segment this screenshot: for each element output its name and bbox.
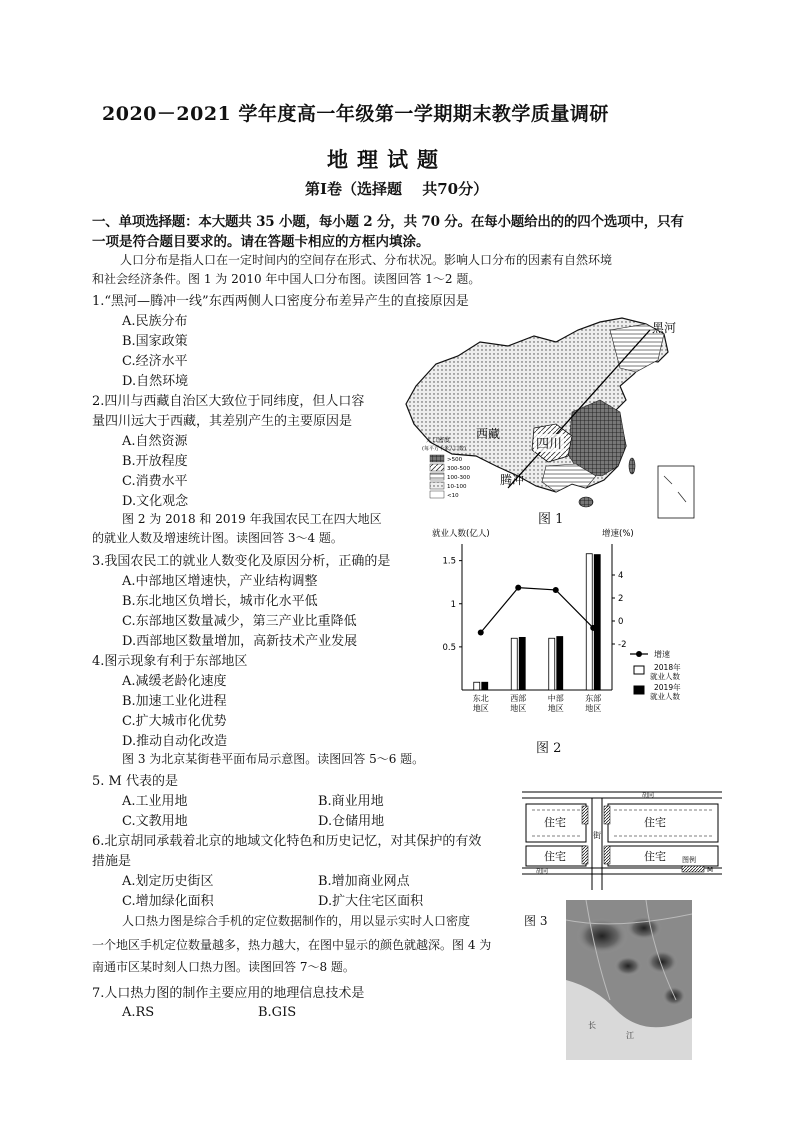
q3-option-b[interactable]: B.东北地区负增长，城市化水平低 xyxy=(122,594,318,609)
y-tick-label-right-1: 0 xyxy=(618,617,624,627)
growth-line xyxy=(481,588,594,633)
q4-option-d[interactable]: D.推动自动化改造 xyxy=(122,734,228,749)
q6-option-a[interactable]: A.划定历史街区 xyxy=(122,874,214,889)
bar-2018-1 xyxy=(511,638,517,690)
legend-item-4: <10 xyxy=(447,493,459,499)
legend-2019-swatch xyxy=(634,686,644,694)
heat-spot-2 xyxy=(626,916,662,940)
q6-stem-line1: 6.北京胡同承载着北京的地域文化特色和历史记忆，对其保护的有效 xyxy=(92,834,482,849)
q3-option-c[interactable]: C.东部地区数量减少，第三产业比重降低 xyxy=(122,614,357,629)
growth-point-0 xyxy=(478,630,484,636)
taiwan-island xyxy=(629,458,635,474)
bar-2018-2 xyxy=(549,638,555,690)
x-tick-label-0-b: 地区 xyxy=(472,704,489,713)
q3-option-a[interactable]: A.中部地区增速快，产业结构调整 xyxy=(122,574,318,589)
bar-2019-2 xyxy=(557,637,563,690)
intro3-line1: 图 3 为北京某街巷平面布局示意图。读图回答 5～6 题。 xyxy=(122,752,425,766)
label-river-chang: 长 xyxy=(588,1021,596,1030)
m-strip-1 xyxy=(582,806,588,824)
subject-title: 地理试题 xyxy=(327,147,447,172)
intro4-line2: 一个地区手机定位数量越多，热力越大，在图中显示的颜色就越深。图 4 为 xyxy=(92,938,492,952)
figure3-hutong-map xyxy=(522,784,722,890)
q2-option-c[interactable]: C.消费水平 xyxy=(122,474,188,489)
label-tengchong: 腾冲 xyxy=(500,473,525,487)
x-tick-label-3-b: 地区 xyxy=(585,704,602,713)
section1-line2: 一项是符合题目要求的。请在答题卡相应的方框内填涂。 xyxy=(92,234,430,250)
label-residence-2: 住宅 xyxy=(644,816,666,829)
y-tick-label-right-0: -2 xyxy=(618,640,627,650)
q1-option-b[interactable]: B.国家政策 xyxy=(122,334,188,349)
q6-option-d[interactable]: D.扩大住宅区面积 xyxy=(318,894,424,909)
q4-option-a[interactable]: A.减缓老龄化速度 xyxy=(122,674,227,689)
q3-stem: 3.我国农民工的就业人数变化及原因分析，正确的是 xyxy=(92,554,391,569)
q7-stem: 7.人口热力图的制作主要应用的地理信息技术是 xyxy=(92,986,365,1001)
legend-m: M xyxy=(707,866,714,874)
map-legend xyxy=(422,436,470,499)
intro2-line1: 图 2 为 2018 和 2019 年我国农民工在四大地区 xyxy=(122,512,382,526)
q4-option-b[interactable]: B.加速工业化进程 xyxy=(122,694,227,709)
hainan-island xyxy=(579,497,593,507)
q6-option-c[interactable]: C.增加绿化面积 xyxy=(122,894,214,909)
legend-item-3: 10-100 xyxy=(447,484,467,490)
q1-stem: 1.“黑河—腾冲一线”东西两侧人口密度分布差异产生的直接原因是 xyxy=(92,294,469,309)
label-jie: 街 xyxy=(593,831,601,840)
intro4-line1-end: 图 3 xyxy=(524,914,548,928)
q2-stem-line1: 2.四川与西藏自治区大致位于同纬度，但人口容 xyxy=(92,394,365,409)
legend-2018-label2: 就业人数 xyxy=(650,672,680,681)
x-tick-label-1-b: 地区 xyxy=(510,704,527,713)
q1-option-a[interactable]: A.民族分布 xyxy=(122,314,188,329)
section1-line1: 一、单项选择题：本大题共 35 小题，每小题 2 分，共 70 分。在每小题给出的的四个选项中，只有 xyxy=(92,214,684,230)
q5-option-c[interactable]: C.文教用地 xyxy=(122,814,188,829)
exam-title: 2020－2021 学年度高一年级第一学期期末教学质量调研 xyxy=(102,103,609,125)
y-tick-label-left-0: 0.5 xyxy=(442,642,456,653)
legend-item-2: 100-300 xyxy=(447,475,470,481)
q1-option-c[interactable]: C.经济水平 xyxy=(122,354,188,369)
intro1-line2: 和社会经济条件。图 1 为 2010 年中国人口分布图。读图回答 1～2 题。 xyxy=(92,272,481,286)
label-river-jiang: 江 xyxy=(626,1031,634,1040)
y-tick-label-left-1: 1 xyxy=(450,599,456,610)
figure1-population-map xyxy=(396,316,700,522)
y-tick-label-right-3: 4 xyxy=(618,571,624,581)
label-residence-4: 住宅 xyxy=(644,850,666,863)
label-hutong-top: 胡同 xyxy=(642,792,655,799)
label-heihe: 黑河 xyxy=(652,321,677,335)
label-hutong-bottom: 胡同 xyxy=(536,868,549,875)
legend-unit: (每平方千米人口数) xyxy=(422,446,466,452)
growth-point-1 xyxy=(515,585,521,591)
bar-2019-3 xyxy=(594,555,600,690)
label-xizang: 西藏 xyxy=(476,427,501,441)
q4-stem: 4.图示现象有利于东部地区 xyxy=(92,654,248,669)
q5-option-a[interactable]: A.工业用地 xyxy=(122,794,188,809)
legend-2018-swatch xyxy=(634,666,644,674)
figure1-caption: 图 1 xyxy=(538,512,564,527)
intro1-line1: 人口分布是指人口在一定时间内的空间存在形式、分布状况。影响人口分布的因素有自然环境 xyxy=(120,253,613,267)
q2-option-a[interactable]: A.自然资源 xyxy=(122,434,188,449)
legend-title-fig3: 图例 xyxy=(682,856,696,864)
legend-item-0: >500 xyxy=(447,457,463,463)
intro4-line1: 人口热力图是综合手机的定位数据制作的，用以显示实时人口密度 xyxy=(122,914,471,928)
q5-option-d[interactable]: D.仓储用地 xyxy=(318,814,385,829)
legend-item-1: 300-500 xyxy=(447,466,470,472)
part-title: 第Ⅰ卷（选择题 共70分） xyxy=(305,180,489,198)
m-strip-2 xyxy=(604,806,610,824)
intro4-line3: 南通市区某时刻人口热力图。读图回答 7～8 题。 xyxy=(92,960,355,974)
q1-option-d[interactable]: D.自然环境 xyxy=(122,374,189,389)
legend-2019-label: 2019年 xyxy=(654,683,681,692)
y-tick-label-right-2: 2 xyxy=(618,594,624,604)
y-tick-label-left-2: 1.5 xyxy=(442,556,456,567)
q7-option-b[interactable]: B.GIS xyxy=(258,1005,297,1020)
q6-option-b[interactable]: B.增加商业网点 xyxy=(318,874,410,889)
growth-point-3 xyxy=(590,625,596,631)
legend-2019-label2: 就业人数 xyxy=(650,692,680,701)
intro2-line2: 的就业人数及增速统计图。读图回答 3～4 题。 xyxy=(92,531,343,545)
heat-spot-3 xyxy=(646,950,678,974)
q2-option-b[interactable]: B.开放程度 xyxy=(122,454,188,469)
q5-stem: 5. M 代表的是 xyxy=(92,774,178,789)
x-tick-label-2-b: 地区 xyxy=(547,704,564,713)
m-strip-4 xyxy=(604,846,610,864)
q4-option-c[interactable]: C.扩大城市化优势 xyxy=(122,714,227,729)
figure2-caption: 图 2 xyxy=(536,741,562,756)
q6-stem-line2: 措施是 xyxy=(92,854,132,869)
label-residence-3: 住宅 xyxy=(544,850,566,863)
label-residence-1: 住宅 xyxy=(544,816,566,829)
label-sichuan: 四川 xyxy=(536,437,563,452)
m-strip-3 xyxy=(582,846,588,864)
q2-option-d[interactable]: D.文化观念 xyxy=(122,494,189,509)
figure2-chart xyxy=(426,524,716,722)
q2-stem-line2: 量四川远大于西藏，其差别产生的主要原因是 xyxy=(92,414,353,429)
legend-growth-marker xyxy=(636,651,642,657)
q3-option-d[interactable]: D.西部地区数量增加，高新技术产业发展 xyxy=(122,634,358,649)
x-tick-label-0-a: 东北 xyxy=(472,694,489,703)
q7-option-a[interactable]: A.RS xyxy=(122,1005,155,1020)
growth-point-2 xyxy=(553,587,559,593)
bar-2019-1 xyxy=(519,637,525,690)
y-axis-left-label: 就业人数(亿人) xyxy=(432,529,490,539)
heat-spot-4 xyxy=(614,956,642,976)
figure4-heat-map xyxy=(566,900,692,1060)
legend-title: 人口密度 xyxy=(426,437,451,444)
south-sea-inset xyxy=(658,466,694,518)
legend-growth-label: 增速 xyxy=(654,650,670,659)
bar-2018-0 xyxy=(474,682,480,690)
legend-2018-label: 2018年 xyxy=(654,663,681,672)
bar-2019-0 xyxy=(482,682,488,690)
x-tick-label-3-a: 东部 xyxy=(585,694,602,703)
x-tick-label-2-a: 中部 xyxy=(547,694,564,703)
q5-option-b[interactable]: B.商业用地 xyxy=(318,794,384,809)
x-tick-label-1-a: 西部 xyxy=(510,694,527,703)
y-axis-right-label: 增速(%) xyxy=(602,529,634,539)
